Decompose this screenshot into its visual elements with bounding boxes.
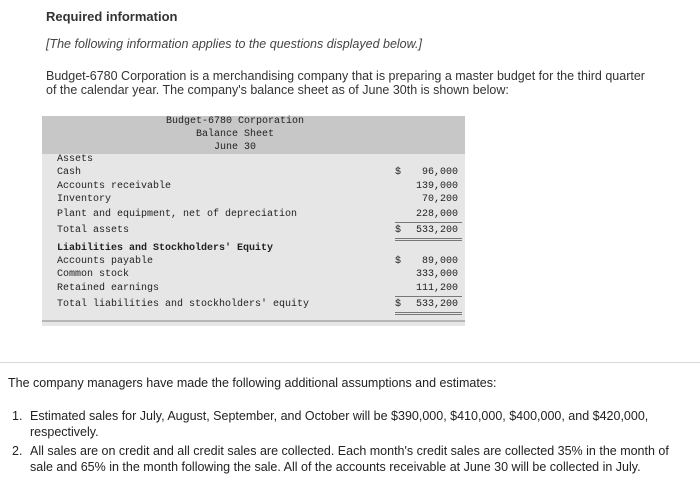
- assumptions-list: [12, 408, 682, 478]
- intro-paragraph: Budget-6780 Corporation is a merchandising company that is preparing a master budget for the third quarter of the calendar year. The company's balance sheet as of June 30th is shown below:: [46, 69, 645, 97]
- item-number: 1.: [12, 409, 23, 423]
- required-information-heading: Required information: [46, 9, 178, 24]
- amount: 228,000: [415, 209, 458, 220]
- row-label: Accounts payable: [57, 256, 154, 267]
- total-rule: [395, 312, 462, 313]
- list-item: [12, 443, 682, 475]
- dollar-sign: $: [395, 167, 402, 178]
- liabilities-heading: Liabilities and Stockholders' Equity: [57, 243, 274, 254]
- dollar-sign: $: [395, 299, 402, 310]
- sheet-title: Balance Sheet: [195, 129, 274, 140]
- row-label: Accounts receivable: [57, 181, 172, 192]
- total-rule: [395, 238, 462, 239]
- row-label: Total assets: [57, 225, 130, 236]
- amount: 96,000: [421, 167, 458, 178]
- amount: 111,200: [415, 283, 458, 294]
- total-double-rule: [395, 240, 462, 241]
- section-divider: [0, 362, 700, 363]
- subtotal-rule: [395, 296, 462, 297]
- amount: 333,000: [415, 269, 458, 280]
- sheet-date: June 30: [213, 142, 256, 153]
- row-label: Plant and equipment, net of depreciation: [57, 209, 298, 220]
- row-label: Common stock: [57, 269, 130, 280]
- item-text: Estimated sales for July, August, September, and October will be $390,000, $410,000, $400,000, and $420,000, respectively.: [30, 409, 649, 439]
- assets-heading: Assets: [57, 154, 94, 165]
- amount: 533,200: [415, 299, 458, 310]
- item-text: All sales are on credit and all credit sales are collected. Each month's credit sales are collected 35% in the month of sale and 65% in the month following the sale. All of the accounts receivable at June 30 will be collected in July.: [30, 444, 669, 474]
- row-label: Inventory: [57, 194, 112, 205]
- assumptions-intro: The company managers have made the following additional assumptions and estimates:: [8, 376, 497, 390]
- row-label: Total liabilities and stockholders' equity: [57, 299, 310, 310]
- row-label: Retained earnings: [57, 283, 160, 294]
- table-bottom-border: [42, 320, 465, 322]
- amount: 70,200: [421, 194, 458, 205]
- amount: 139,000: [415, 181, 458, 192]
- subtotal-rule: [395, 222, 462, 223]
- item-number: 2.: [12, 444, 23, 458]
- list-item: [12, 408, 682, 440]
- amount: 533,200: [415, 225, 458, 236]
- amount: 89,000: [421, 256, 458, 267]
- company-name: Budget-6780 Corporation: [165, 116, 305, 127]
- row-label: Cash: [57, 167, 82, 178]
- total-double-rule: [395, 314, 462, 315]
- instruction-note: [The following information applies to the questions displayed below.]: [46, 37, 422, 51]
- dollar-sign: $: [395, 225, 402, 236]
- dollar-sign: $: [395, 256, 402, 267]
